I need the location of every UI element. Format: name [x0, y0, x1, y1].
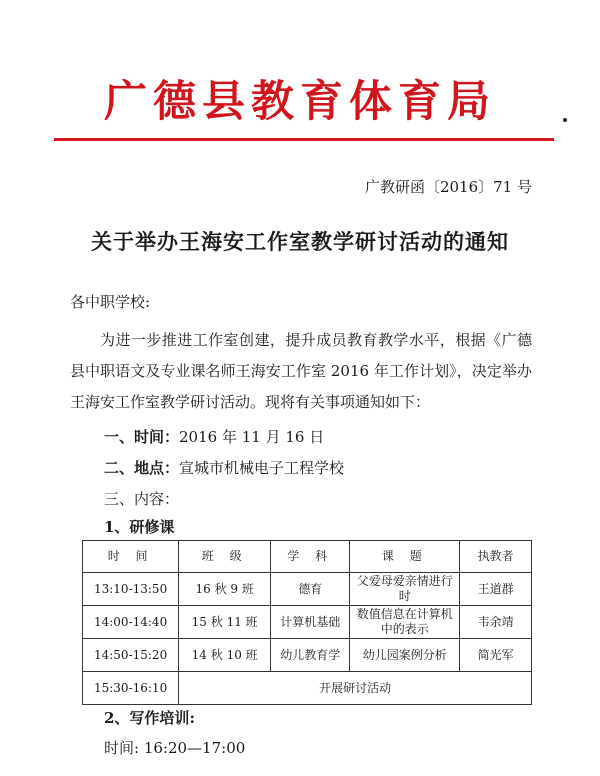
cell-teacher: 简光军 [460, 639, 532, 672]
cell-topic: 数值信息在计算机中的表示 [350, 606, 460, 639]
time-label: 一、时间： [104, 428, 180, 446]
cell-subject: 计算机基础 [271, 606, 350, 639]
place-label: 二、地点： [104, 459, 180, 477]
cell-teacher: 王道群 [460, 573, 532, 606]
table-header-row [83, 541, 532, 573]
time-item [104, 426, 324, 447]
header-subject: 学 科 [271, 541, 350, 573]
header-topic: 课 题 [350, 541, 460, 573]
cell-class: 15 秋 11 班 [179, 606, 271, 639]
header-class: 班 级 [179, 541, 271, 573]
body-paragraph: 为进一步推进工作室创建，提升成员教育教学水平，根据《广德县中职语文及专业课名师王海安工作室 2016 年工作计划》，决定举办王海安工作室教学研讨活动。现将有关事项通知如下： [70, 331, 532, 411]
content-label: 三、内容： [104, 490, 180, 508]
cell-subject: 德育 [271, 573, 350, 606]
cell-class: 14 秋 10 班 [179, 639, 271, 672]
cell-teacher: 韦余靖 [460, 606, 532, 639]
issuer-letterhead: 广德县教育体育局 [104, 77, 496, 127]
section-1-heading: 1、研修课 [104, 518, 175, 536]
cell-time: 14:00-14:40 [83, 606, 179, 639]
place-item [104, 457, 344, 478]
table-row [83, 573, 532, 606]
header-teacher: 执教者 [460, 541, 532, 573]
schedule-table [82, 540, 532, 705]
cell-class: 16 秋 9 班 [179, 573, 271, 606]
content-item [104, 488, 179, 509]
cell-topic: 幼儿园案例分析 [350, 639, 460, 672]
cell-time: 14:50-15:20 [83, 639, 179, 672]
salutation: 各中职学校: [70, 293, 151, 311]
document-number: 广教研函〔2016〕71 号 [364, 178, 532, 196]
place-value: 宣城市机械电子工程学校 [179, 459, 345, 477]
speck [563, 118, 567, 122]
training-time: 时间: 16:20—17:00 [104, 739, 246, 757]
letterhead-divider [54, 138, 554, 141]
cell-time: 15:30-16:10 [83, 672, 179, 705]
table-row [83, 672, 532, 705]
table-row [83, 639, 532, 672]
cell-subject: 幼儿教育学 [271, 639, 350, 672]
cell-time: 13:10-13:50 [83, 573, 179, 606]
cell-activity: 开展研讨活动 [179, 672, 532, 705]
header-time: 时 间 [83, 541, 179, 573]
cell-topic: 父爱母爱亲情进行时 [350, 573, 460, 606]
document-title: 关于举办王海安工作室教学研讨活动的通知 [91, 229, 509, 254]
table-row [83, 606, 532, 639]
time-value: 2016 年 11 月 16 日 [179, 428, 325, 446]
section-2-heading: 2、写作培训: [104, 709, 195, 727]
